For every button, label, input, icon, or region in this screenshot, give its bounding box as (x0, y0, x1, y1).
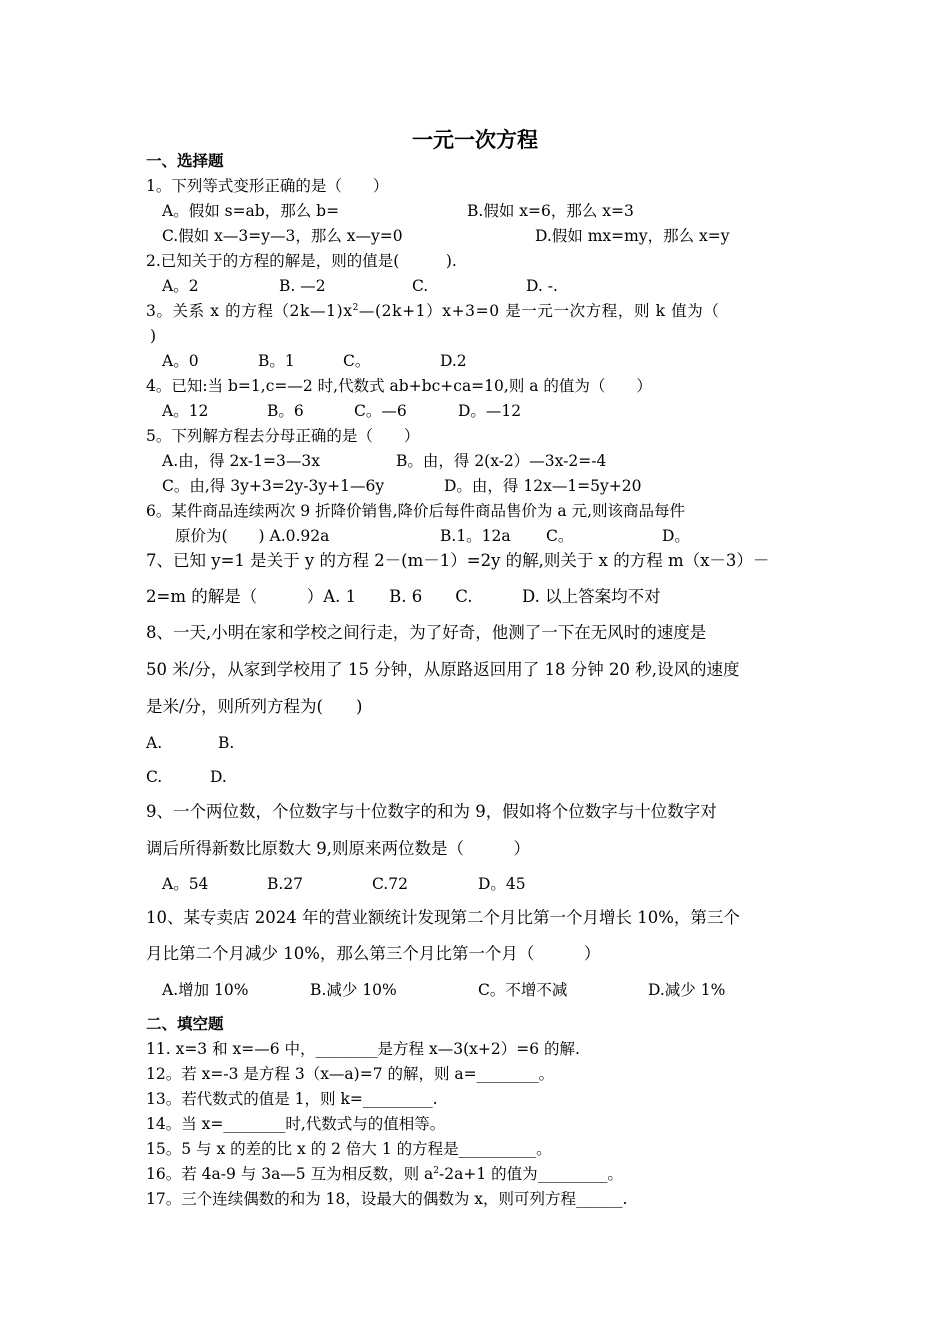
question-8-line-1: 8、一天,小明在家和学校之间行走，为了好奇，他测了一下在无风时的速度是 (146, 623, 707, 642)
question-3-stem (146, 301, 719, 321)
question-9-line-2: 调后所得新数比原数大 9,则原来两位数是（ ） (146, 839, 530, 858)
question-1-option-b: B.假如 x=6，那么 x=3 (467, 202, 634, 220)
question-9-option-c: C.72 (372, 875, 408, 893)
question-2-option-d: D. -. (526, 277, 558, 295)
question-6-option-b: B.1。12a (440, 527, 511, 545)
question-6-option-c: C。 (546, 527, 574, 545)
question-4-option-b: B。6 (267, 402, 304, 420)
question-3-option-a: A。0 (162, 352, 199, 370)
question-1-option-a: A。假如 s=ab，那么 b= (162, 202, 340, 220)
question-14: 14。当 x=________时,代数式与的值相等。 (146, 1115, 446, 1133)
question-4-option-d: D。—12 (458, 402, 522, 420)
question-3-exponent: 2 (352, 302, 359, 313)
question-16 (146, 1164, 623, 1184)
question-2-stem: 2.已知关于的方程的解是，则的值是( ). (146, 252, 457, 270)
question-10-option-c: C。不增不减 (478, 981, 568, 999)
question-10-option-a: A.增加 10% (162, 981, 249, 999)
question-9-option-b: B.27 (267, 875, 304, 893)
page-title: 一元一次方程 (412, 128, 538, 152)
question-7-stem: 7、已知 y=1 是关于 y 的方程 2－(m－1）=2y 的解,则关于 x 的方程 m（x－3）－ (146, 551, 770, 570)
question-6-option-a: 原价为( ) A.0.92a (175, 527, 330, 545)
question-8-option-d: D. (210, 768, 227, 786)
question-8-line-2: 50 米/分，从家到学校用了 15 分钟，从原路返回用了 18 分钟 20 秒,设风的速度 (146, 660, 740, 679)
question-4-option-c: C。—6 (354, 402, 407, 420)
question-7-options: 2=m 的解是（ ）A. 1 B. 6 C. D. 以上答案均不对 (146, 587, 661, 606)
question-10-line-2: 月比第二个月减少 10%，那么第三个月比第一个月（ ） (146, 944, 601, 963)
question-5-stem: 5。下列解方程去分母正确的是（ ） (146, 427, 420, 445)
question-9-option-a: A。54 (162, 875, 209, 893)
question-9-option-d: D。45 (478, 875, 526, 893)
question-8-option-c: C. (146, 768, 163, 786)
question-2-option-c: C. (412, 277, 429, 295)
question-12: 12。若 x=-3 是方程 3（x—a)=7 的解，则 a=________。 (146, 1065, 555, 1083)
question-8-option-a: A. (146, 734, 163, 752)
question-6-stem: 6。某件商品连续两次 9 折降价销售,降价后每件商品售价为 a 元,则该商品每件 (146, 502, 686, 520)
question-11: 11. x=3 和 x=—6 中，________是方程 x—3(x+2）=6 的解. (146, 1040, 580, 1058)
question-2-option-b: B. —2 (279, 277, 326, 295)
question-8-line-3: 是米/分，则所列方程为( ) (146, 697, 363, 716)
question-8-option-b: B. (218, 734, 235, 752)
question-3-stem-post: —(2k+1）x+3=0 是一元一次方程，则 k 值为（ (358, 302, 720, 320)
question-1-option-c: C.假如 x—3=y—3，那么 x—y=0 (162, 227, 403, 245)
question-3-option-b: B。1 (258, 352, 295, 370)
section-heading-fill-in: 二、填空题 (146, 1015, 224, 1033)
question-5-option-b: B。由，得 2(x-2）—3x-2=-4 (396, 452, 607, 470)
question-15: 15。5 与 x 的差的比 x 的 2 倍大 1 的方程是__________。 (146, 1140, 552, 1158)
question-3-stem-continued: ) (150, 327, 157, 345)
question-10-line-1: 10、某专卖店 2024 年的营业额统计发现第二个月比第一个月增长 10%，第三个 (146, 908, 740, 927)
question-3-stem-pre: 3。关系 x 的方程（2k—1)x (146, 302, 353, 320)
question-16-post: -2a+1 的值为_________。 (439, 1165, 623, 1183)
question-16-exponent: 2 (433, 1165, 439, 1176)
question-6-option-d: D。 (662, 527, 690, 545)
question-2-option-a: A。2 (162, 277, 199, 295)
question-10-option-b: B.减少 10% (310, 981, 397, 999)
question-13: 13。若代数式的值是 1，则 k=_________. (146, 1090, 438, 1108)
question-5-option-a: A.由，得 2x-1=3—3x (162, 452, 320, 470)
question-1-stem: 1。下列等式变形正确的是（ ） (146, 177, 389, 195)
question-3-option-d: D.2 (440, 352, 467, 370)
question-5-option-d: D。由，得 12x—1=5y+20 (444, 477, 642, 495)
question-16-pre: 16。若 4a-9 与 3a—5 互为相反数，则 a (146, 1165, 434, 1183)
question-3-option-c: C。 (343, 352, 371, 370)
question-1-option-d: D.假如 mx=my，那么 x=y (535, 227, 730, 245)
question-9-line-1: 9、一个两位数，个位数字与十位数字的和为 9，假如将个位数字与十位数字对 (146, 802, 717, 821)
question-10-option-d: D.减少 1% (648, 981, 726, 999)
question-17: 17。三个连续偶数的和为 18，设最大的偶数为 x，则可列方程______. (146, 1190, 628, 1208)
question-4-option-a: A。12 (162, 402, 209, 420)
question-4-stem: 4。已知:当 b=1,c=—2 时,代数式 ab+bc+ca=10,则 a 的值为（ ） (146, 377, 652, 395)
section-heading-choice: 一、选择题 (146, 152, 224, 170)
question-5-option-c: C。由,得 3y+3=2y-3y+1—6y (162, 477, 385, 495)
